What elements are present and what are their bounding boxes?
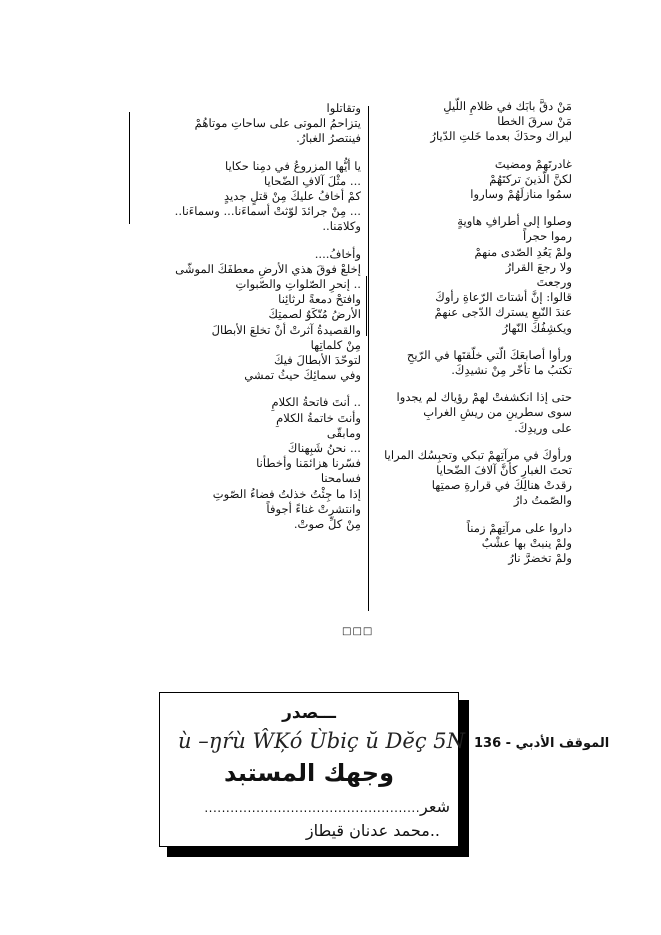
poem-line: ومابقّى — [326, 425, 361, 440]
title-box — [159, 692, 465, 847]
poem-line: إخلعْ فوقَ هذي الأرضِ معطفَكَ الموشّى — [175, 261, 361, 276]
poem-line: وكلامَنا.. — [322, 219, 361, 234]
stanza-gap — [135, 147, 361, 159]
genre-label: شعر — [420, 797, 450, 816]
poem-line: ... نحنُ شَبِهناكَ — [287, 441, 361, 456]
poem-line: فينتصرُ الغبارُ. — [296, 131, 361, 146]
poem-line: ولمْ يَعُدِ الصّدى منهمْ — [474, 244, 572, 259]
poem-line: سمُوا منازلَهُمْ وساروا — [470, 187, 572, 202]
stanza-gap — [135, 383, 361, 395]
stanza-gap — [372, 509, 572, 521]
poem-line: ... مثْلَ آلافِ الضّحايا — [263, 173, 361, 188]
garbled-text-line: ù –ŋŕù ŴĶó Ùbiç ŭ Dĕç 5N — [178, 729, 465, 753]
poem-line: وافتحْ دمعةً لرثائِنا — [278, 292, 361, 307]
poem-line: رقدتْ هنالِكَ في قرارةِ صمتِها — [431, 478, 572, 493]
poem-line: ولمْ ينبتْ بها عشْبٌ — [481, 535, 572, 550]
poem-line: غادرتَهمْ ومضيتَ — [494, 156, 572, 171]
column-divider — [368, 106, 369, 611]
poem-line: ليراك وحدَكَ بعدما خَلتِ الدّيارُ — [430, 129, 572, 144]
poem-line: وأخافُ.... — [314, 246, 361, 261]
poem-line: وصلوا إلى أطرافِ هاويةٍ — [457, 214, 572, 229]
poem-line: كمْ أخافُ عليكَ مِنْ قتلٍ جديدٍ — [223, 189, 361, 204]
title-box-header — [160, 703, 458, 723]
poem-line: مِنْ كلماتِها — [310, 337, 361, 352]
genre-row — [168, 797, 450, 816]
poem-line: ورأوا أصابعَكَ الّتي خلّقتَها في الرّيحِ — [406, 347, 572, 362]
poem-line: مَنْ سرقَ الخطا — [497, 114, 572, 129]
stanza-gap — [372, 378, 572, 390]
poem-line: داروا على مرآتِهمْ زمناً — [466, 520, 572, 535]
poem-line: عندَ النّبعِ يسترك الدّجى عنهمْ — [434, 305, 572, 320]
poem-line: مَنْ دقَّ بابَك في ظلامِ اللّيلِ — [443, 99, 572, 113]
poem-line: وفي سمائِكَ حيثُ تمشي — [244, 368, 361, 383]
poem-line: ولا رجعَ القرارُ — [505, 259, 572, 274]
poem-line: وتقاتلوا — [326, 101, 361, 115]
left-column-rule — [129, 112, 130, 224]
poem-line: تكتبُ ما تأخّر مِنْ نشيدِكَ. — [451, 363, 572, 378]
poem-line: والصّمتُ دارُ — [513, 493, 572, 508]
stanza-gap — [372, 336, 572, 348]
poem-line: حتى إذا انكشفتْ لهمْ رؤياك لم يجدوا — [396, 390, 572, 405]
poem-line: ورأوكَ في مرآتِهمْ تبكي وتحبِسُك المرايا — [384, 447, 572, 462]
poem-line: والقصيدةُ آثرتْ أنْ تخلعَ الأبطالَ — [211, 322, 361, 337]
poem-line: الأرضُ مُتّكَوٌ لصمتِكَ — [268, 307, 361, 322]
poem-line: يتزاحمُ الموتى على ساحاتِ موتاهُمْ — [194, 116, 361, 131]
stanza-gap — [372, 202, 572, 214]
poem-line: وانتشرتْ غناءً أجوفاً — [266, 501, 361, 516]
stanza-gap — [135, 235, 361, 247]
poem-line: لتوحّدَ الأبطالَ فيكَ — [274, 353, 361, 368]
poem-line: وأنتَ خاتمةُ الكلامِ — [276, 410, 361, 425]
genre-dots: .................................................. — [204, 801, 421, 815]
stanza-gap — [372, 145, 572, 157]
poem-line: .. أنتَ فاتحةُ الكلامِ — [271, 395, 361, 410]
section-separator: □□□ — [342, 626, 374, 637]
poet-name: ..محمد عدنان قيطاز — [305, 821, 440, 840]
poem-line: يا أيُّها المزروعُ في دمِنا حكايا — [225, 158, 361, 173]
poem-line: لكنَّ الّذينَ تركتَهُمْ — [489, 171, 572, 186]
header-word: ـــ صدر — [282, 703, 336, 723]
poem-column-left — [135, 101, 361, 532]
poem-line: ويكشِفُكَ النّهارُ — [502, 320, 572, 335]
poem-line: على وريدِكَ. — [514, 420, 572, 435]
poem-line: إذا ما جِئْتُ خذلتُ فضاءُ الصّوتِ — [212, 486, 361, 501]
stanza-gap — [372, 436, 572, 448]
poem-line: ولمْ تخضرَّ نارُ — [508, 551, 572, 566]
poem-line: ... مِنْ جرائدَ لوّثتْ أسماءَنا... وسماءَنا.. — [174, 204, 361, 219]
poem-line: رموا حجراً — [523, 229, 572, 244]
poem-column-right — [372, 99, 572, 566]
poem-line: تحتَ الغبارِ كأنَّ آلافَ الضّحايا — [436, 463, 572, 478]
right-column-rule — [366, 276, 367, 336]
poem-line: .. إنحرِ الصّلواتِ والصّبواتِ — [235, 277, 361, 292]
poem-line: فسامحنا — [320, 471, 361, 486]
page-footer-label: الموقف الأدبي - 136 — [474, 736, 610, 751]
poem-line: فسّرنا هزائمَنا وأخطأنا — [256, 456, 361, 471]
poem-line: سوى سطرينِ من ريشِ الغرابِ — [423, 405, 572, 420]
poem-line: ورجعتَ — [536, 275, 572, 290]
poem-line: مِنْ كلِّ صوتْ. — [293, 517, 361, 532]
poem-title: وجهك المستبد — [224, 759, 394, 787]
poem-line: قالوا: إنَّ أشتاتَ الرّعاةِ رأوكَ — [435, 290, 572, 305]
